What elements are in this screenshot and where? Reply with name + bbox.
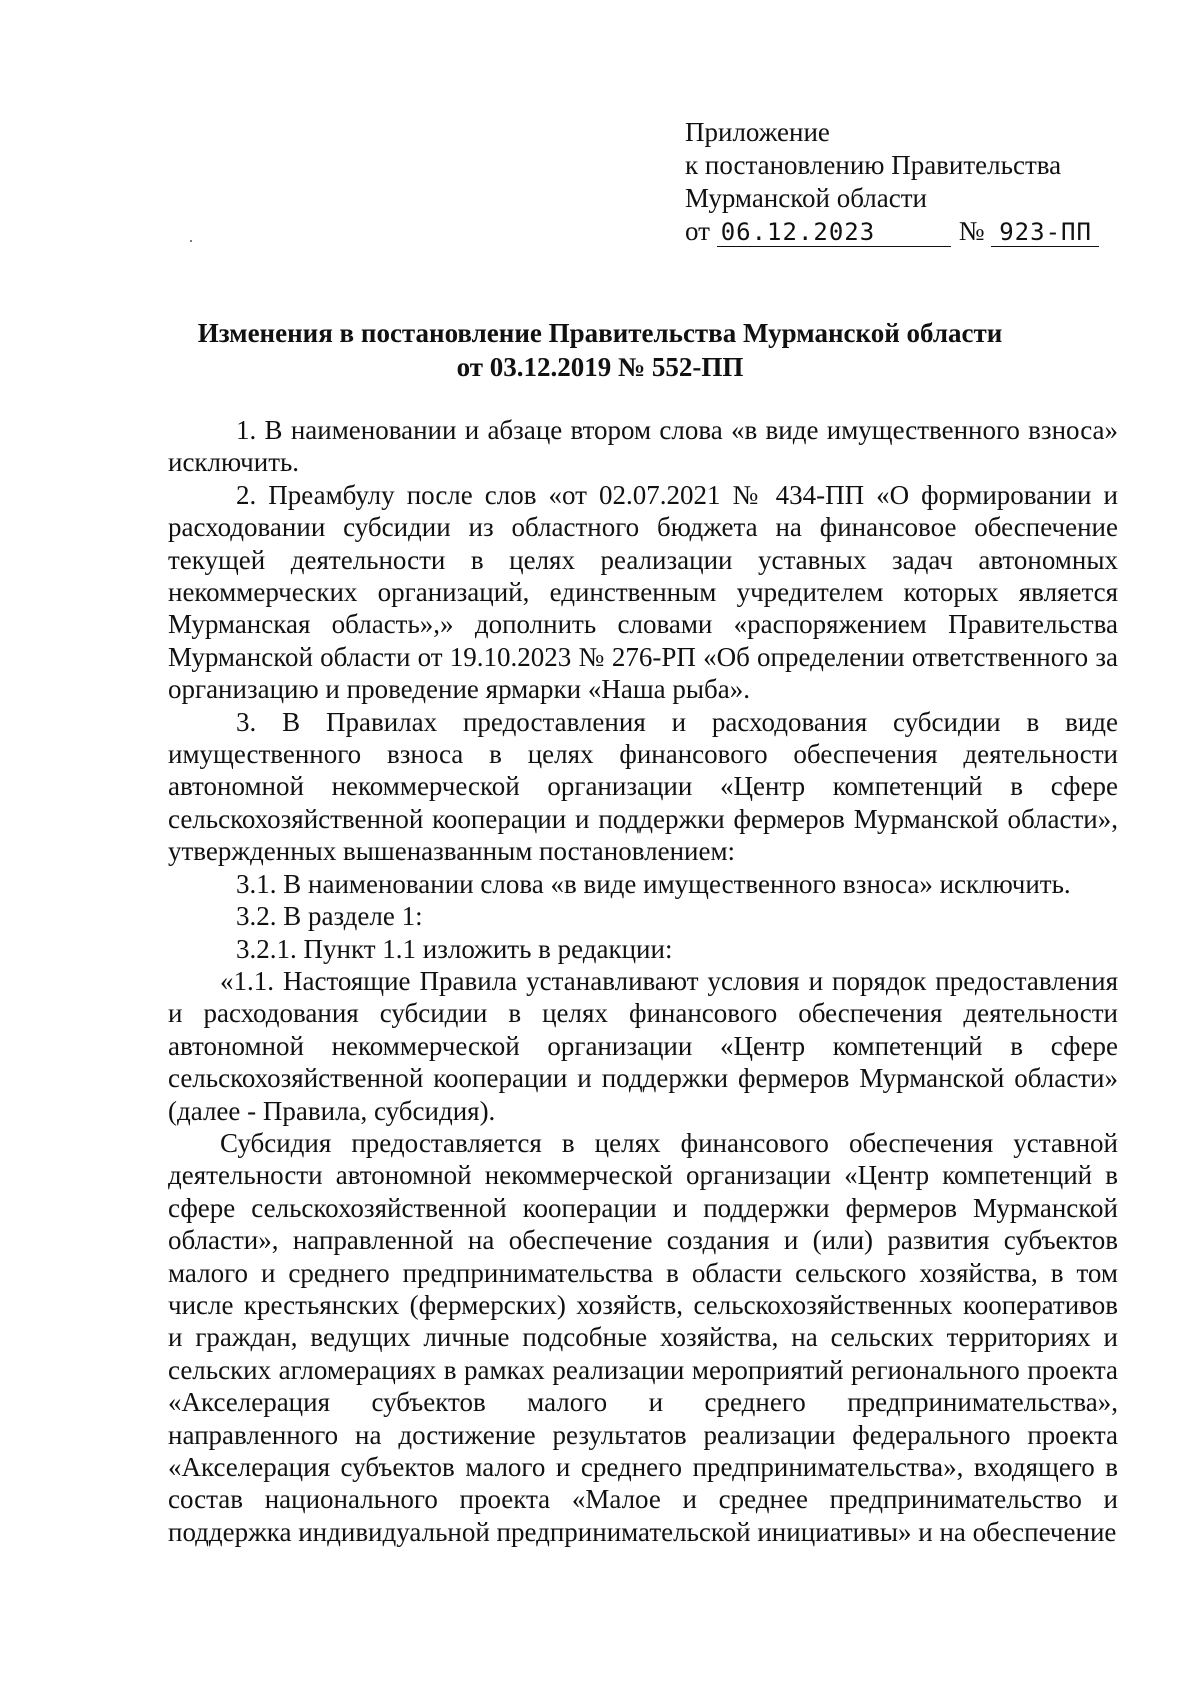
paragraph-3-2: 3.2. В разделе 1:	[236, 901, 423, 932]
title-line-1: Изменения в постановление Правительства Мурманской области	[197, 318, 1003, 348]
decree-date: 06.12.2023	[717, 219, 951, 247]
number-label: №	[958, 216, 985, 246]
document-title	[0, 316, 1200, 384]
date-prefix: от	[685, 216, 710, 246]
decree-number: 923-ПП	[991, 219, 1099, 247]
paragraph-3: 3. В Правилах предоставления и расходования субсидии в виде имущественного взноса в целях финансового обеспечения деятельности автономной некоммерческой организации «Центр компетенций в сфере сельскохозяйственной кооперации и поддержки фермеров Мурманской области», утвержденных вышеназванным постановлением:	[168, 706, 1118, 867]
appendix-date-line	[685, 215, 1099, 248]
scan-artifact	[190, 240, 192, 242]
paragraph-3-2-1: 3.2.1. Пункт 1.1 изложить в редакции:	[236, 933, 673, 964]
paragraph-3-1: 3.1. В наименовании слова «в виде имущественного взноса» исключить.	[236, 868, 1071, 899]
document-body	[168, 414, 1118, 1548]
paragraph-2: 2. Преамбулу после слов «от 02.07.2021 № 434-ПП «О формировании и расходовании субсидии из областного бюджета на финансовое обеспечение текущей деятельности в целях реализации уставных задач автономных некоммерческих организаций, единственным учредителем которых является Мурманская область»,» дополнить словами «распоряжением Правительства Мурманской области от 19.10.2023 № 276-РП «Об определении ответственного за организацию и проведение ярмарки «Наша рыба».	[168, 479, 1118, 705]
appendix-line-1: Приложение	[685, 117, 830, 147]
appendix-line-2: к постановлению Правительства	[685, 150, 1062, 180]
appendix-header	[685, 116, 1099, 248]
paragraph-1-1-quote: «1.1. Настоящие Правила устанавливают условия и порядок предоставления и расходования субсидии в целях финансового обеспечения деятельности автономной некоммерческой организации «Центр компетенций в сфере сельскохозяйственной кооперации и поддержки фермеров Мурманской области» (далее - Правила, субсидия).	[168, 965, 1118, 1126]
title-line-2: от 03.12.2019 № 552-ПП	[456, 352, 744, 382]
paragraph-1: 1. В наименовании и абзаце втором слова «в виде имущественного взноса» исключить.	[168, 415, 1118, 478]
paragraph-subsidy: Субсидия предоставляется в целях финансового обеспечения уставной деятельности автономной некоммерческой организации «Центр компетенций в сфере сельскохозяйственной кооперации и поддержки фермеров Мурманской области», направленной на обеспечение создания и (или) развития субъектов малого и среднего предпринимательства в области сельского хозяйства, в том числе крестьянских (фермерских) хозяйств, сельскохозяйственных кооперативов и граждан, ведущих личные подсобные хозяйства, на сельских территориях и сельских агломерациях в рамках реализации мероприятий регионального проекта «Акселерация субъектов малого и среднего предпринимательства», направленного на достижение результатов реализации федерального проекта «Акселерация субъектов малого и среднего предпринимательства», входящего в состав национального проекта «Малое и среднее предпринимательство и поддержка индивидуальной предпринимательской инициативы» и на обеспечение	[168, 1127, 1118, 1547]
appendix-line-3: Мурманской области	[685, 183, 927, 213]
